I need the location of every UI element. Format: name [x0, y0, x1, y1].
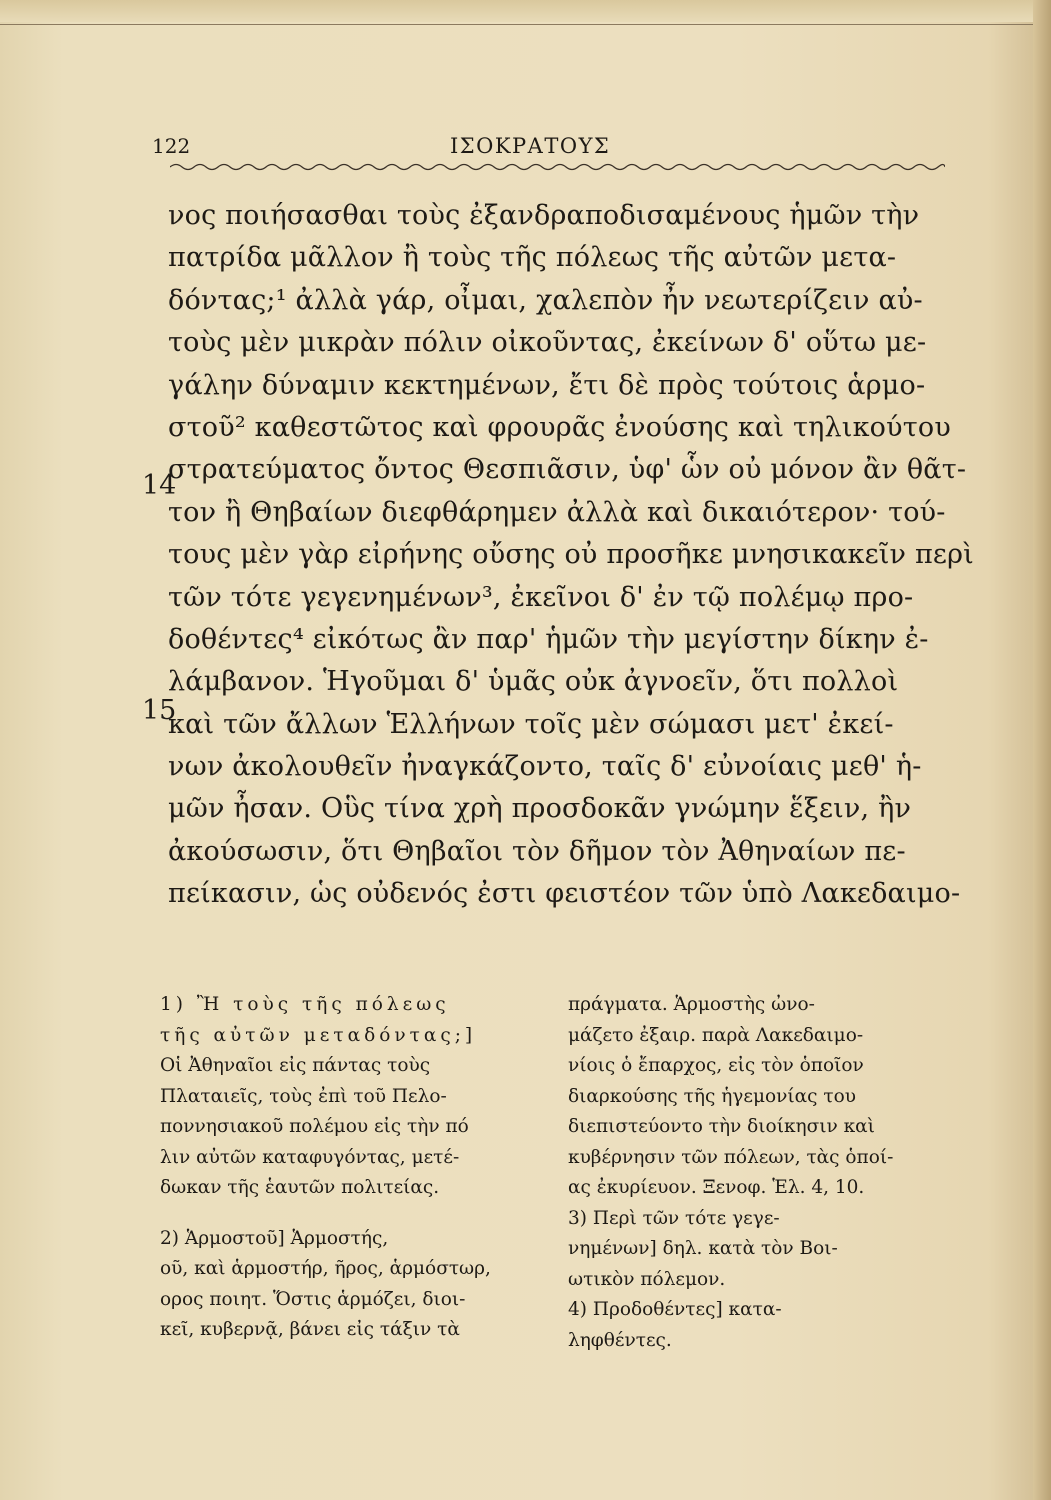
top-rule — [0, 24, 1040, 25]
footnotes-left-column — [160, 990, 545, 1346]
text-line: πατρίδα μᾶλλον ἢ τοὺς τῆς πόλεως τῆς αὐτῶν μετα- — [168, 242, 897, 274]
text-line: δοθέντες⁴ εἰκότως ἂν παρ' ἡμῶν τὴν μεγίστην δίκην ἐ- — [168, 623, 929, 655]
text-line: νος ποιήσασθαι τοὺς ἐξανδραποδισαμένους ἡμῶν τὴν — [168, 200, 920, 231]
footnote-line: κεῖ, κυβερνᾷ, βάνει εἰς τάξιν τὰ — [160, 1319, 460, 1340]
footnote-line: δωκαν τῆς ἑαυτῶν πολιτείας. — [160, 1177, 440, 1198]
footnote-line: κυβέρνησιν τῶν πόλεων, τὰς ὁποί- — [568, 1146, 894, 1168]
text-line: λάμβανον. Ἡγοῦμαι δ' ὑμᾶς οὐκ ἀγνοεῖν, ὅτι πολλοὶ — [168, 666, 899, 698]
footnote-line: ληφθέντες. — [568, 1329, 672, 1351]
footnote-line: διαρκούσης τῆς ἡγεμονίας του — [568, 1085, 856, 1107]
text-line: μῶν ἦσαν. Οὓς τίνα χρὴ προσδοκᾶν γνώμην ἕξειν, ἢν — [168, 793, 912, 825]
footnote-line: μάζετο ἐξαιρ. παρὰ Λακεδαιμο- — [568, 1024, 864, 1046]
section-number: 15 — [142, 695, 177, 726]
footnote-line: πράγματα. Ἁρμοστὴς ὠνο- — [568, 994, 815, 1015]
footnote-line: νημένων] δηλ. κατὰ τὸν Βοι- — [568, 1238, 838, 1259]
wavy-rule — [170, 160, 945, 174]
text-line: δόντας;¹ ἀλλὰ γάρ, οἶμαι, χαλεπὸν ἦν νεωτερίζειν αὐ- — [168, 284, 923, 316]
footnote-line: Πλαταιεῖς, τοὺς ἐπὶ τοῦ Πελο- — [160, 1085, 447, 1107]
footnote-line: ορος ποιητ. Ὅστις ἁρμόζει, διοι- — [160, 1288, 466, 1310]
footnote-line: ωτικὸν πόλεμον. — [568, 1268, 726, 1290]
footnote-line: 2) Ἁρμοστοῦ] Ἁρμοστής, — [160, 1227, 389, 1249]
text-line: στρατεύματος ὄντος Θεσπιᾶσιν, ὑφ' ὧν οὐ μόνον ἂν θᾶτ- — [168, 454, 967, 486]
footnote-line: 1) Ἢ τοὺς τῆς πόλεως — [160, 994, 450, 1015]
main-text — [142, 195, 974, 916]
text-line: στοῦ² καθεστῶτος καὶ φρουρᾶς ἐνούσης καὶ τηλικούτου — [168, 411, 951, 443]
page-number: 122 — [152, 134, 191, 158]
footnote-gap — [160, 1204, 545, 1224]
text-line: τον ἢ Θηβαίων διεφθάρημεν ἀλλὰ καὶ δικαιότερον· τού- — [168, 496, 946, 528]
text-line: ἀκούσωσιν, ὅτι Θηβαῖοι τὸν δῆμον τὸν Ἀθηναίων πε- — [168, 835, 906, 867]
section-number: 14 — [142, 470, 177, 501]
text-line: νων ἀκολουθεῖν ἠναγκάζοντο, ταῖς δ' εὐνοίαις μεθ' ἡ- — [168, 751, 922, 783]
footnote-line: νίοις ὁ ἔπαρχος, εἰς τὸν ὁποῖον — [568, 1055, 864, 1076]
text-line: τῶν τότε γεγενημένων³, ἐκεῖνοι δ' ἐν τῷ πολέμῳ προ- — [168, 581, 914, 613]
footnotes-right-column — [568, 990, 963, 1356]
text-line: καὶ τῶν ἄλλων Ἑλλήνων τοῖς μὲν σώμασι μετ' ἐκεί- — [168, 708, 894, 740]
text-line: πείκασιν, ὡς οὐδενός ἐστι φειστέον τῶν ὑπὸ Λακεδαιμο- — [168, 878, 961, 910]
footnote-line: διεπιστεύοντο τὴν διοίκησιν καὶ — [568, 1116, 875, 1137]
footnote-line: 3) Περὶ τῶν τότε γεγε- — [568, 1207, 780, 1229]
text-line: γάλην δύναμιν κεκτημένων, ἔτι δὲ πρὸς τούτοις ἁρμο- — [168, 369, 926, 401]
footnote-line: ποννησιακοῦ πολέμου εἰς τὴν πό — [160, 1116, 469, 1137]
footnote-line: τῆς αὐτῶν μεταδόντας;] — [160, 1024, 477, 1046]
footnote-line: οῦ, καὶ ἁρμοστήρ, ῆρος, ἁρμόστωρ, — [160, 1258, 491, 1279]
footnote-line: 4) Προδοθέντες] κατα- — [568, 1299, 782, 1320]
text-line: τους μὲν γὰρ εἰρήνης οὔσης οὐ προσῆκε μνησικακεῖν περὶ — [168, 539, 974, 571]
footnote-line: ας ἐκυρίευον. Ξενοφ. Ἑλ. 4, 10. — [568, 1177, 865, 1198]
top-page-edge — [0, 0, 1051, 22]
footnote-line: λιν αὐτῶν καταφυγόντας, μετέ- — [160, 1146, 460, 1168]
running-head: ΙΣΟΚΡΑΤΟΥΣ — [450, 134, 611, 158]
footnote-line: Οἱ Ἀθηναῖοι εἰς πάντας τοὺς — [160, 1055, 431, 1076]
text-line: τοὺς μὲν μικρὰν πόλιν οἰκοῦντας, ἐκείνων δ' οὕτω με- — [168, 327, 927, 359]
right-page-edge — [1033, 0, 1051, 1500]
